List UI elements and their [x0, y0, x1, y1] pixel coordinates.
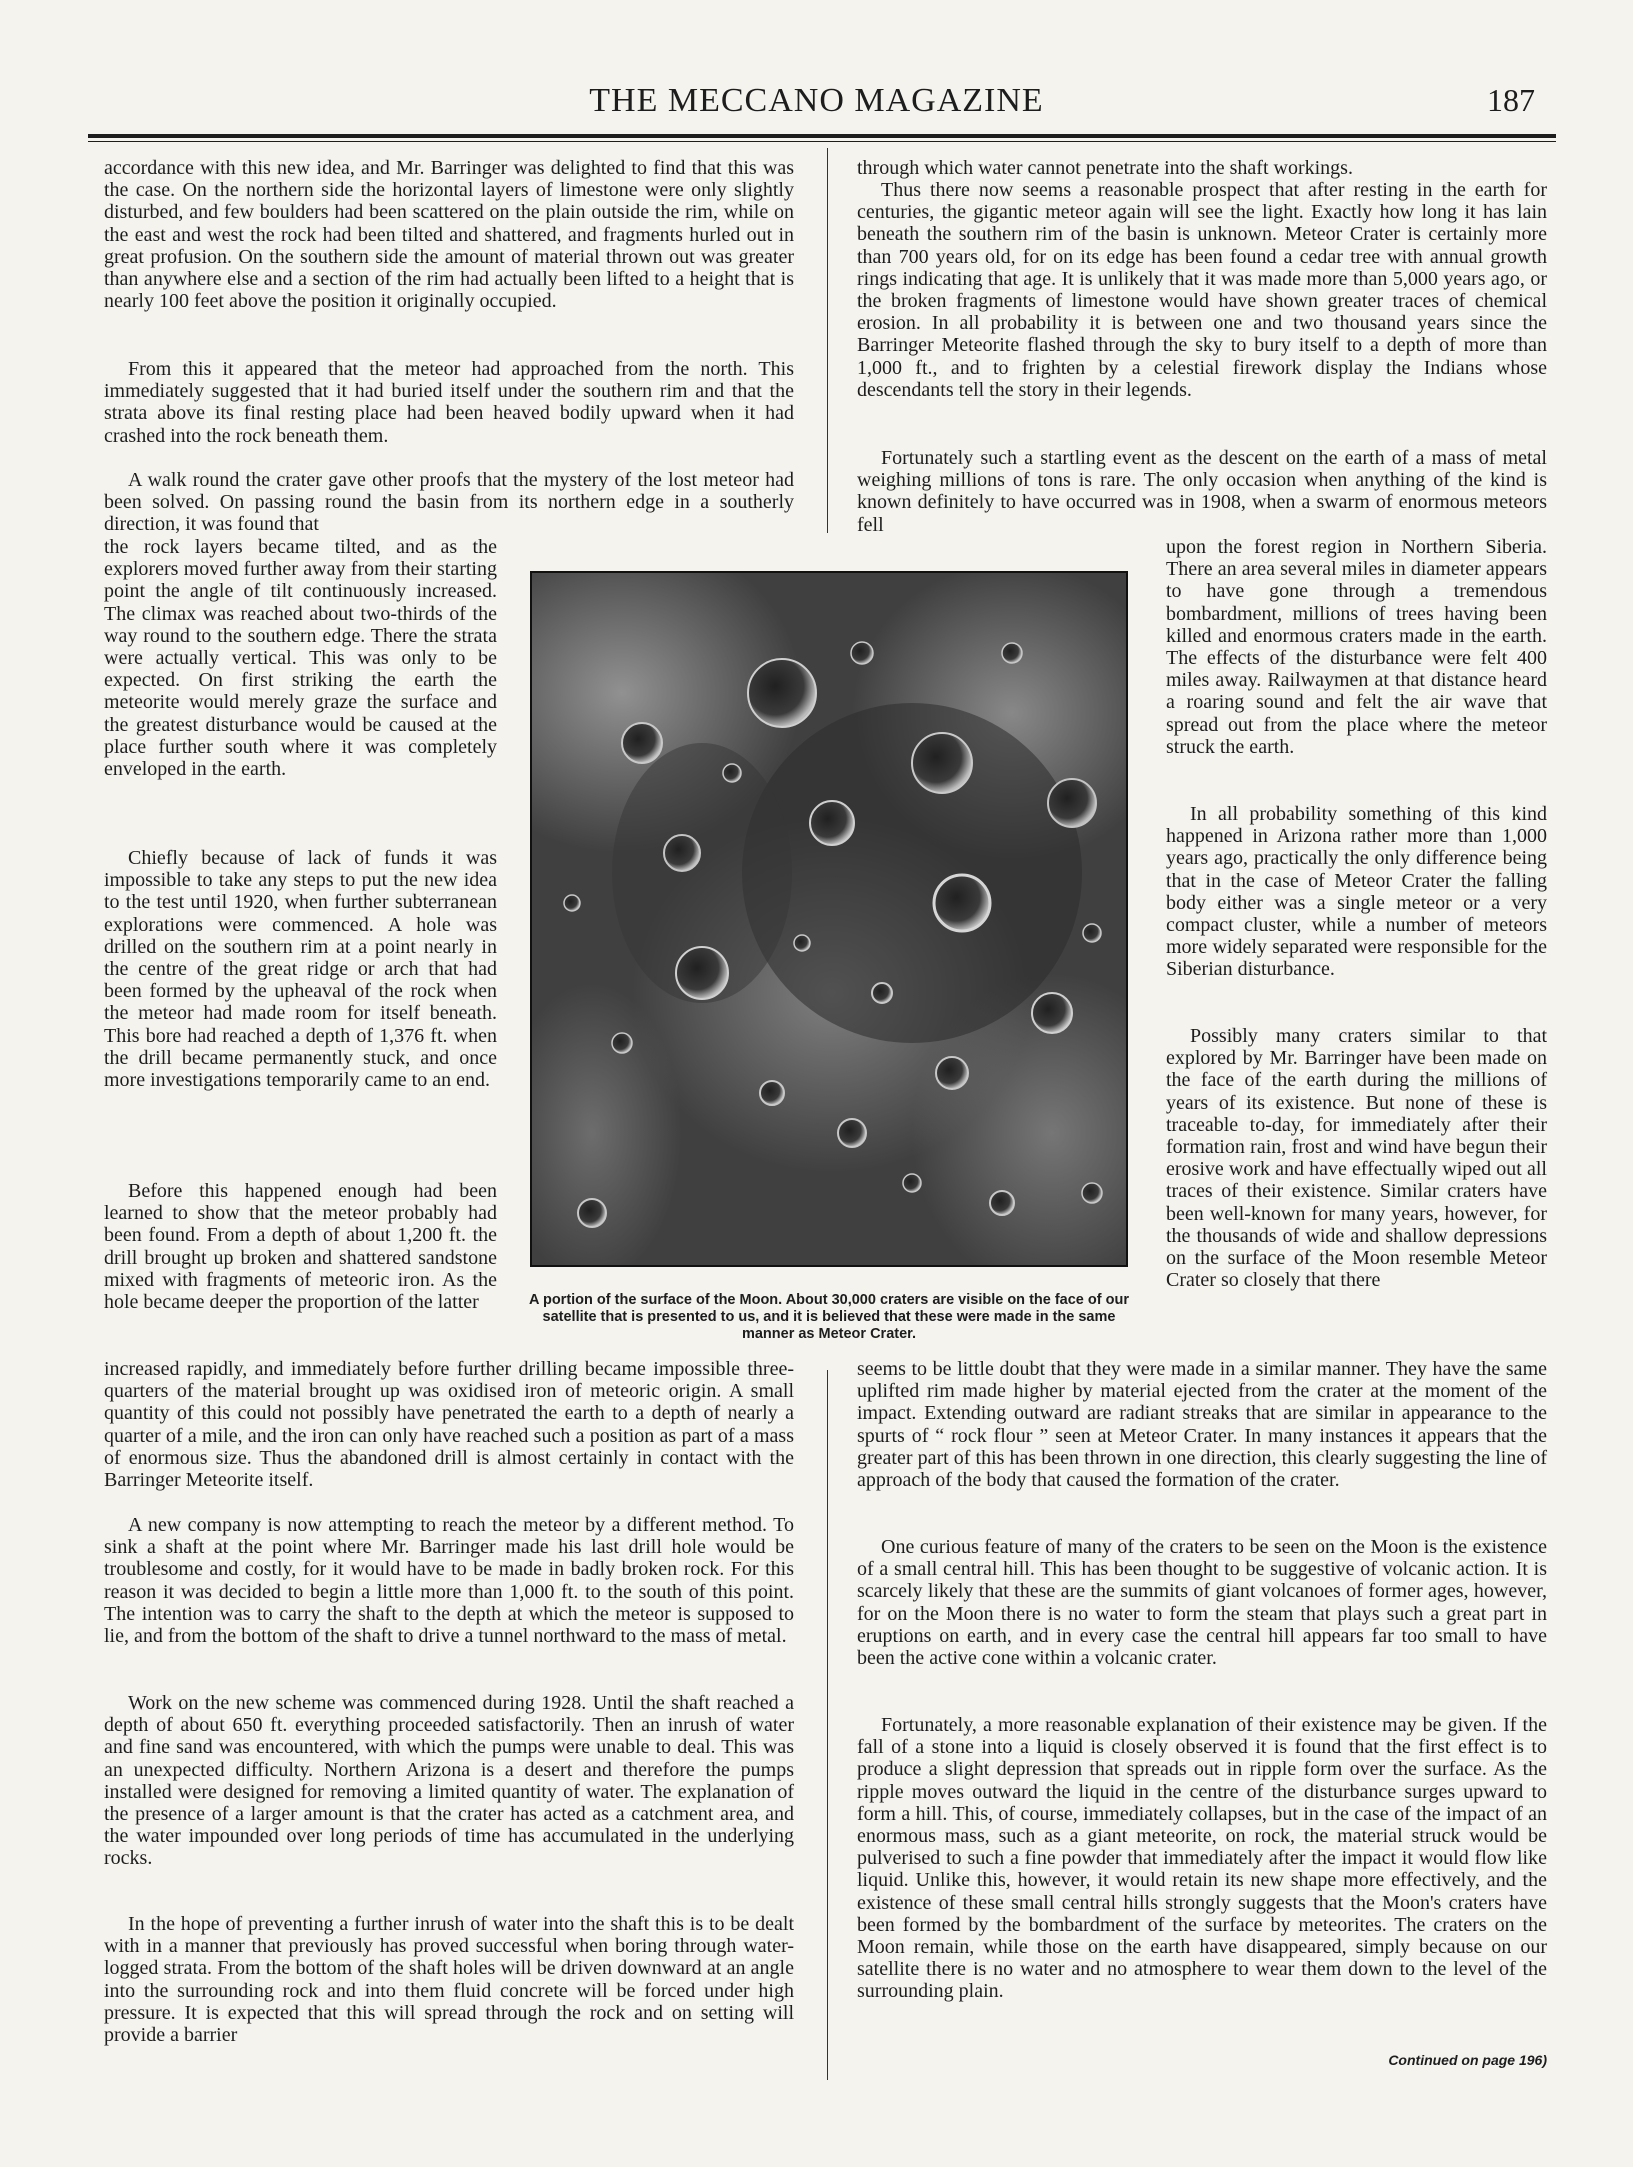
column-divider-top — [827, 148, 828, 533]
article-paragraph: the rock layers became tilted, and as the explorers moved further away from their starting point the angle of tilt continuously increased. The climax was reached about two-thirds of the way round to the southern edge. There the strata were actually vertical. This was only to be expected. On first striking the earth the meteorite would merely graze the surface and the greatest disturbance would be caused at the place further south where it was completely enveloped in the earth. — [104, 536, 497, 781]
article-paragraph: Thus there now seems a reasonable prospect that after resting in the earth for centuries, the gigantic meteor again will see the light. Exactly how long it has lain beneath the southern rim of the basin is unknown. Meteor Crater is certainly more than 700 years old, for on its edge has been found a cedar tree with annual growth rings indicating that age. It is unlikely that it was made more than 5,000 years ago, or the broken fragments of limestone would have shown greater traces of chemical erosion. In all probability it is between one and two thousand years since the Barringer Meteorite flashed through the sky to bury itself to a depth of more than 1,000 ft., and to frighten by a celestial firework display the Indians whose descendants tell the story in their legends. — [857, 179, 1547, 401]
article-paragraph: through which water cannot penetrate into the shaft workings. — [857, 157, 1353, 179]
article-paragraph: One curious feature of many of the craters to be seen on the Moon is the existence of a small central hill. This has been thought to be suggestive of volcanic action. It is scarcely likely that these are the summits of giant volcanoes of former ages, however, for on the Moon there is no water to form the steam that plays such a great part in eruptions on earth, and in every case the central hill appears far too small to have been the active cone within a volcanic crater. — [857, 1536, 1547, 1670]
article-paragraph: A new company is now attempting to reach the meteor by a different method. To sink a shaft at the point where Mr. Barringer made his last drill hole would be troublesome and costly, for it would have to be made in badly broken rock. For this reason it was decided to begin a little more than 1,000 ft. to the south of this point. The intention was to carry the shaft to the depth at which the meteor is supposed to lie, and from the bottom of the shaft to drive a tunnel northward to the mass of metal. — [104, 1514, 794, 1648]
article-paragraph: upon the forest region in Northern Siberia. There an area several miles in diameter appears to have gone through a tremendous bombardment, millions of trees having been killed and enormous craters made in the earth. The effects of the disturbance were felt 400 miles away. Railwaymen at that distance heard a roaring sound and felt the air wave that spread out from the place where the meteor struck the earth. — [1166, 536, 1547, 758]
article-paragraph: Fortunately, a more reasonable explanation of their existence may be given. If the fall of a stone into a liquid is closely observed it is found that the first effect is to produce a slight depression that spreads out in ripple form over the surface. As the ripple moves outward the liquid in the centre of the disturbance surges upward to form a hill. This, of course, immediately collapses, but in the case of the impact of an enormous mass, such as a giant meteorite, on rock, the material struck would be pulverised to such a fine powder that immediately after the impact it would flow like liquid. Unlike this, however, it would retain its new shape more effectively, and the existence of these small central hills strongly suggests that the Moon's craters have been formed by the bombardment of the surface by meteorites. The craters on the Moon remain, while those on the earth have disappeared, simply because on our satellite there is no water and no atmosphere to wear them down to the level of the surrounding plain. — [857, 1714, 1547, 2003]
article-paragraph: In the hope of preventing a further inrush of water into the shaft this is to be dealt with in a manner that previously has proved successful when boring through water-logged strata. From the bottom of the shaft holes will be driven downward at an angle into the surrounding rock and into them fluid concrete will be forced under high pressure. It is expected that this will spread through the rock and on setting will provide a barrier — [104, 1913, 794, 2047]
article-paragraph: increased rapidly, and immediately before further drilling became impossible three-quarters of the material brought up was oxidised iron of meteoric origin. A small quantity of this could not possibly have penetrated the earth to a depth of nearly a quarter of a mile, and the iron can only have reached such a position as part of a mass of enormous size. Thus the abandoned drill is almost certainly in contact with the Barringer Meteorite itself. — [104, 1358, 794, 1492]
article-paragraph: seems to be little doubt that they were made in a similar manner. They have the same uplifted rim made higher by material ejected from the crater at the moment of the impact. Extending outward are radiant streaks that are similar in appearance to the spurts of “ rock flour ” seen at Meteor Crater. In many instances it appears that the greater part of this has been thrown in one direction, this clearly suggesting the line of approach of the body that caused the formation of the crater. — [857, 1358, 1547, 1492]
article-paragraph: A walk round the crater gave other proofs that the mystery of the lost meteor had been solved. On passing round the basin from its northern edge in a southerly direction, it was found that — [104, 469, 794, 536]
article-paragraph: Fortunately such a startling event as the descent on the earth of a mass of metal weighing millions of tons is rare. The only occasion when anything of the kind is known definitely to have occurred was in 1908, when a swarm of enormous meteors fell — [857, 447, 1547, 536]
article-paragraph: From this it appeared that the meteor had approached from the north. This immediately suggested that it had buried itself under the southern rim and that the strata above its final resting place had been heaved bodily upward when it had crashed into the rock beneath them. — [104, 358, 794, 447]
magazine-title: THE MECCANO MAGAZINE — [589, 82, 1044, 119]
page-header — [0, 82, 1633, 132]
moon-surface-image — [532, 573, 1126, 1265]
column-divider-bottom — [827, 1370, 828, 2080]
article-paragraph: Before this happened enough had been learned to show that the meteor probably had been found. From a depth of about 1,200 ft. the drill brought up broken and shattered sandstone mixed with fragments of meteoric iron. As the hole became deeper the proportion of the latter — [104, 1180, 497, 1314]
header-rule — [88, 134, 1556, 138]
continued-link[interactable]: Continued on page 196) — [1388, 2052, 1547, 2068]
article-paragraph: Possibly many craters similar to that explored by Mr. Barringer have been made on the face of the earth during the millions of years of its existence. But none of these is traceable to-day, for immediately after their formation rain, frost and wind have begun their erosive work and have effectually wiped out all traces of their existence. Similar craters have been well-known for many years, however, for the thousands of wide and shallow depressions on the surface of the Moon resemble Meteor Crater so closely that there — [1166, 1025, 1547, 1292]
article-paragraph: Chiefly because of lack of funds it was impossible to take any steps to put the new idea to the test until 1920, when further subterranean explorations were commenced. A hole was drilled on the southern rim at a point nearly in the centre of the great ridge or arch that had been formed by the upheaval of the rock when the meteor had made room for itself beneath. This bore had reached a depth of 1,376 ft. when the drill became permanently stuck, and once more investigations temporarily came to an end. — [104, 847, 497, 1092]
photo-caption: A portion of the surface of the Moon. About 30,000 craters are visible on the face of our satellite that is presented to us, and it is believed that these were made in the same manner as Meteor Crater. — [529, 1292, 1129, 1342]
article-paragraph: accordance with this new idea, and Mr. Barringer was delighted to find that this was the case. On the northern side the horizontal layers of limestone were only slightly disturbed, and few boulders had been scattered on the plain outside the rim, while on the east and west the rock had been tilted and shattered, and fragments hurled out in great profusion. On the southern side the amount of material thrown out was greater than anywhere else and a section of the rim had actually been lifted to a height that is nearly 100 feet above the position it originally occupied. — [104, 157, 794, 313]
header-rule-thin — [88, 141, 1556, 142]
page-number: 187 — [1487, 82, 1535, 118]
continued-note — [1388, 2052, 1547, 2070]
moon-surface-photo — [530, 571, 1128, 1267]
article-paragraph: Work on the new scheme was commenced during 1928. Until the shaft reached a depth of about 650 ft. everything proceeded satisfactorily. Then an inrush of water and fine sand was encountered, with which the pumps were unable to deal. This was an unexpected difficulty. Northern Arizona is a desert and therefore the pumps installed were designed for removing a limited quantity of water. The explanation of the presence of a larger amount is that the crater has acted as a catchment area, and the water impounded over long periods of time has accumulated in the underlying rocks. — [104, 1692, 794, 1870]
article-paragraph: In all probability something of this kind happened in Arizona rather more than 1,000 years ago, practically the only difference being that in the case of Meteor Crater the falling body either was a single meteor or a very compact cluster, while a number of meteors more widely separated were responsible for the Siberian disturbance. — [1166, 803, 1547, 981]
